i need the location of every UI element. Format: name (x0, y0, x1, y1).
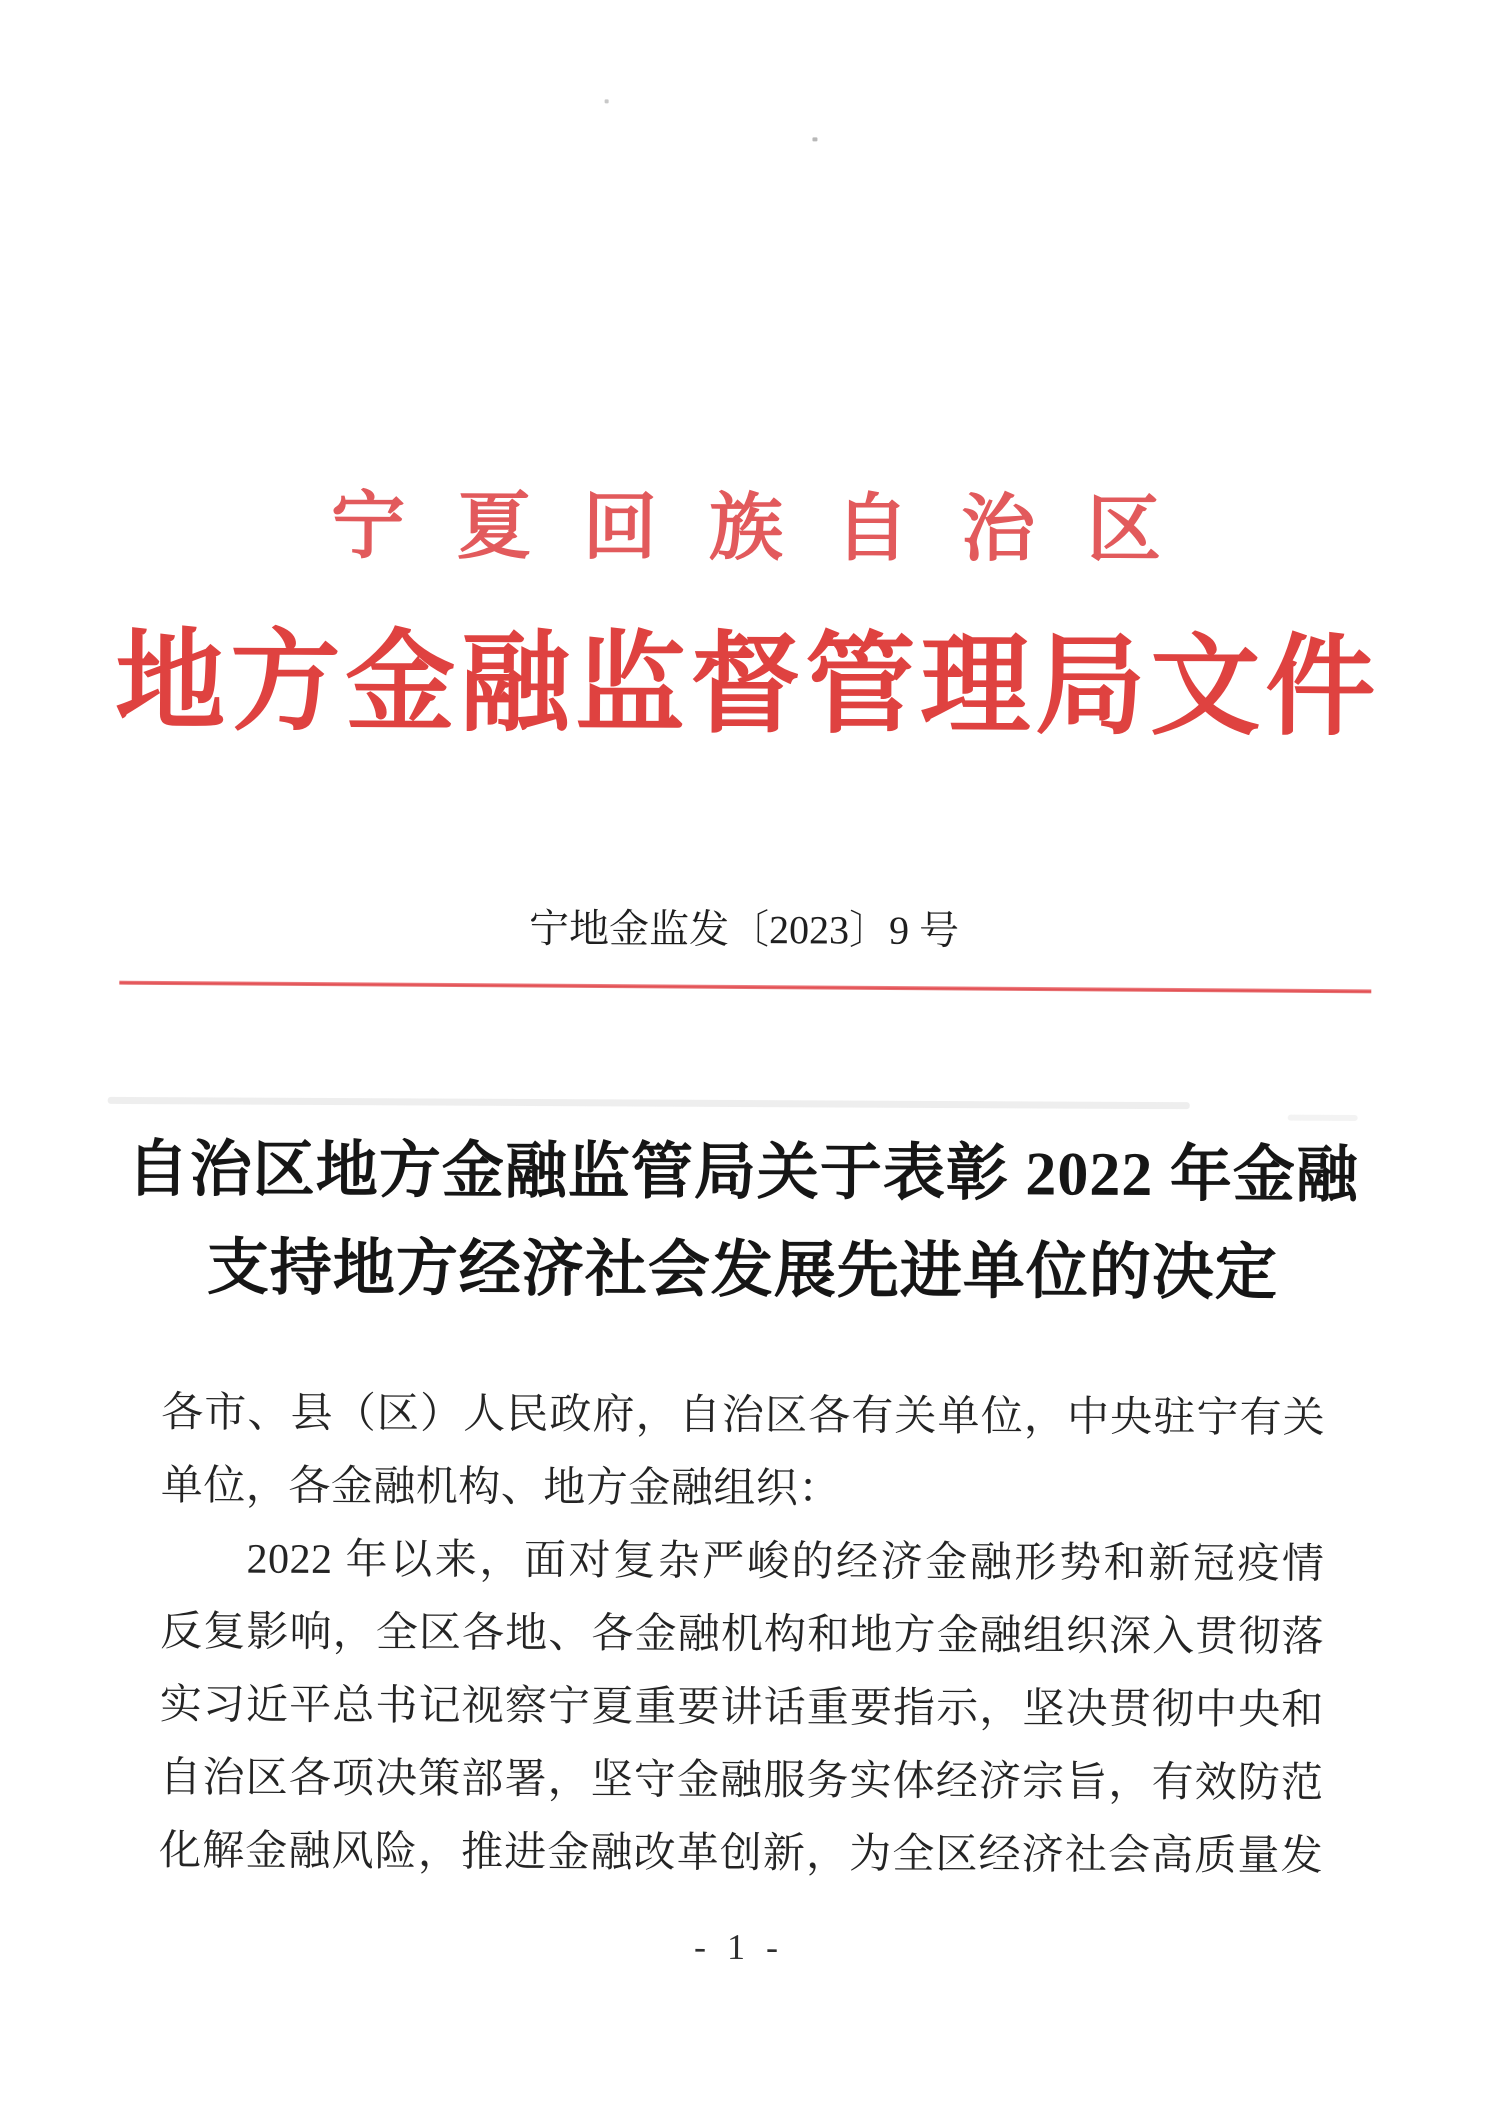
letterhead-org-title: 地方金融监督管理局文件 (114, 620, 1381, 750)
body-line: 2022 年以来，面对复杂严峻的经济金融形势和新冠疫情 (246, 1536, 1325, 1588)
scan-artifact-band (108, 1097, 1190, 1109)
scan-speck (605, 99, 609, 103)
body-text (159, 1377, 1325, 1894)
scan-artifact-band (1288, 1115, 1358, 1121)
body-line: 各市、县（区）人民政府，自治区各有关单位，中央驻宁有关 (161, 1390, 1326, 1442)
document-title-line-2: 支持地方经济社会发展先进单位的决定 (206, 1234, 1279, 1308)
document-reference-number: 宁地金监发〔2023〕9 号 (528, 905, 960, 954)
page-number: - 1 - (694, 1926, 785, 1968)
body-line: 单位，各金融机构、地方金融组织： (160, 1463, 841, 1513)
document-title-line-1: 自治区地方金融监管局关于表彰 2022 年金融 (126, 1135, 1360, 1211)
body-line: 自治区各项决策部署，坚守金融服务实体经济宗旨，有效防范 (159, 1755, 1324, 1807)
body-line: 实习近平总书记视察宁夏重要讲话重要指示，坚决贯彻中央和 (159, 1682, 1324, 1734)
body-line: 反复影响，全区各地、各金融机构和地方金融组织深入贯彻落 (160, 1609, 1325, 1661)
red-separator-line (119, 981, 1371, 994)
issuer-region-name: 宁夏回族自治区 (330, 485, 1214, 573)
scan-speck (812, 137, 817, 141)
body-line: 化解金融风险，推进金融改革创新，为全区经济社会高质量发 (158, 1828, 1324, 1880)
